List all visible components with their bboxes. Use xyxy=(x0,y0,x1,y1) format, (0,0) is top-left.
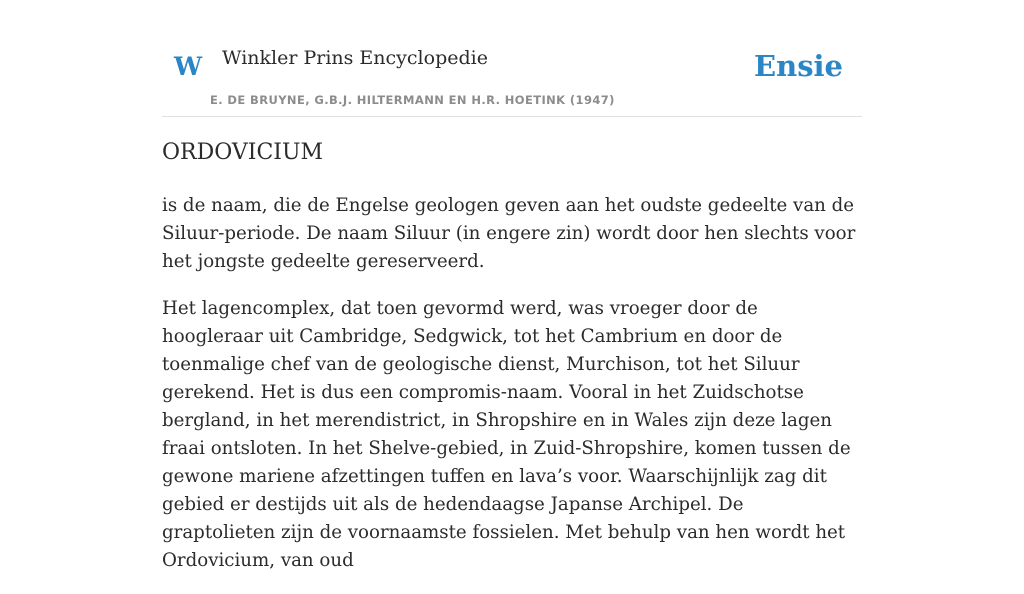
paragraph: Het lagencomplex, dat toen gevormd werd, was vroeger door de hoogleraar uit Cambridge, Sedgwick, tot het Cambrium en door de toenmalige chef van de geologische dienst, Murchison, tot het Siluur gerekend. Het is dus een compromis-naam. Vooral in het Zuidschotse bergland, in het merendistrict, in Shropshire en in Wales zijn deze lagen fraai ontsloten. In het Shelve-gebied, in Zuid-Shropshire, komen tussen de gewone mariene afzettingen tuffen en lava’s voor. Waarschijnlijk zag dit gebied er destijds uit als de hedendaagse Japanse Archipel. De graptolieten zijn de voornaamste fossielen. Met behulp van hen wordt het Ordovicium, van oud xyxy=(162,298,851,571)
authors-line: E. DE BRUYNE, G.B.J. HILTERMANN EN H.R. HOETINK (1947) xyxy=(210,93,615,107)
ensie-logo[interactable]: Ensie xyxy=(754,49,843,83)
publication-title[interactable]: Winkler Prins Encyclopedie xyxy=(222,47,488,69)
header xyxy=(162,0,862,117)
paragraph: is de naam, die de Engelse geologen geven aan het oudste gedeelte van de Siluur-periode. De naam Siluur (in engere zin) wordt door hen slechts voor het jongste gedeelte gereserveerd. xyxy=(162,195,856,272)
winkler-prins-logo[interactable]: W xyxy=(174,52,203,81)
article-page xyxy=(162,0,862,571)
article-body xyxy=(162,192,862,594)
entry-title: ORDOVICIUM xyxy=(162,140,324,165)
